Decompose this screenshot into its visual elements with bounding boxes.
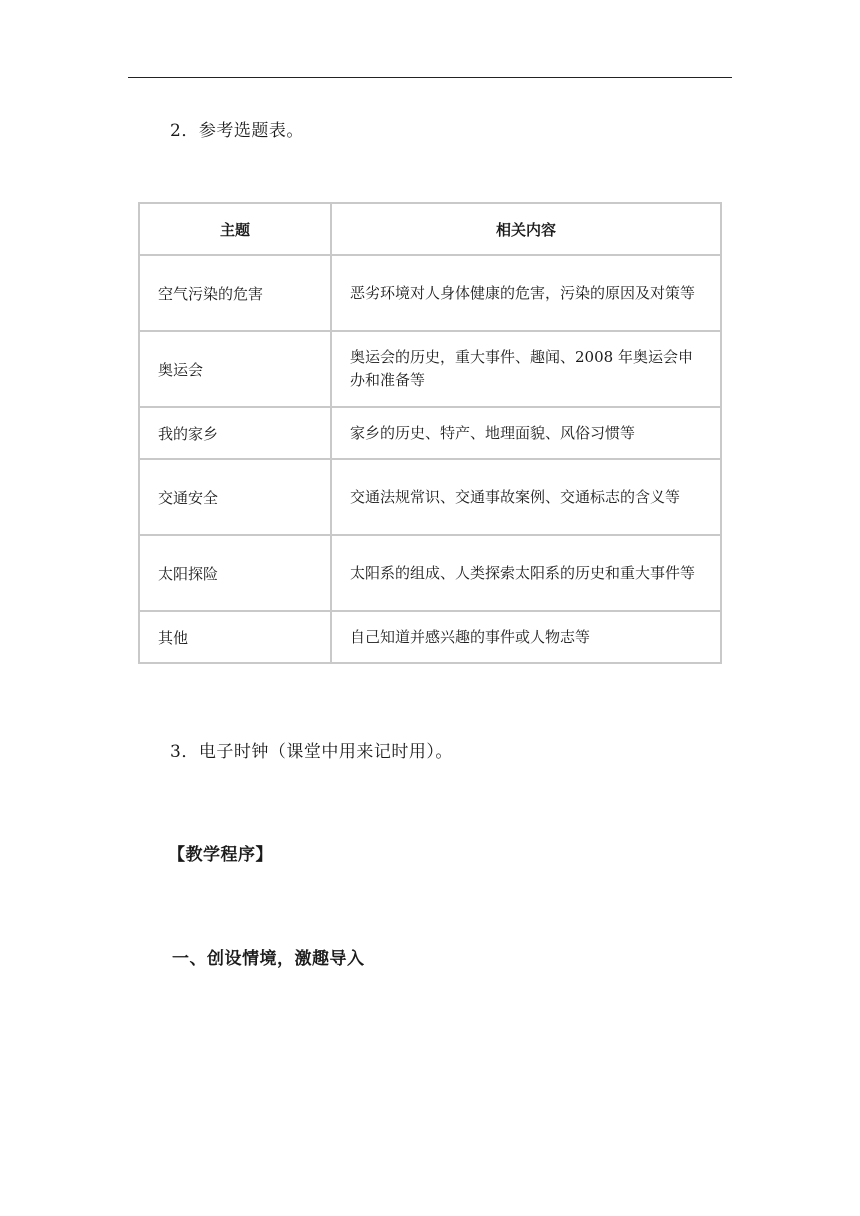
- table-row: [139, 459, 721, 535]
- header-rule: [128, 77, 732, 78]
- row-content: 交通法规常识、交通事故案例、交通标志的含义等: [331, 459, 721, 535]
- table-row: [139, 331, 721, 407]
- row-topic: 空气污染的危害: [139, 255, 331, 331]
- row-topic: 奥运会: [139, 331, 331, 407]
- topic-table: [138, 202, 722, 664]
- section-2-title: 2．参考选题表。: [170, 121, 304, 141]
- table-row: [139, 255, 721, 331]
- procedure-heading: 【教学程序】: [168, 845, 273, 865]
- row-content: 自己知道并感兴趣的事件或人物志等: [331, 611, 721, 663]
- table-row: [139, 407, 721, 459]
- row-content: 家乡的历史、特产、地理面貌、风俗习惯等: [331, 407, 721, 459]
- header-content: 相关内容: [331, 203, 721, 255]
- row-topic: 我的家乡: [139, 407, 331, 459]
- row-content: 恶劣环境对人身体健康的危害，污染的原因及对策等: [331, 255, 721, 331]
- table-header-row: [139, 203, 721, 255]
- row-content: 奥运会的历史，重大事件、趣闻、2008 年奥运会申办和准备等: [331, 331, 721, 407]
- step-1-heading: 一、创设情境，激趣导入: [172, 949, 365, 969]
- row-topic: 太阳探险: [139, 535, 331, 611]
- table-row: [139, 611, 721, 663]
- row-topic: 交通安全: [139, 459, 331, 535]
- table-row: [139, 535, 721, 611]
- row-content: 太阳系的组成、人类探索太阳系的历史和重大事件等: [331, 535, 721, 611]
- header-topic: 主题: [139, 203, 331, 255]
- row-topic: 其他: [139, 611, 331, 663]
- section-3-title: 3．电子时钟（课堂中用来记时用）。: [170, 742, 453, 762]
